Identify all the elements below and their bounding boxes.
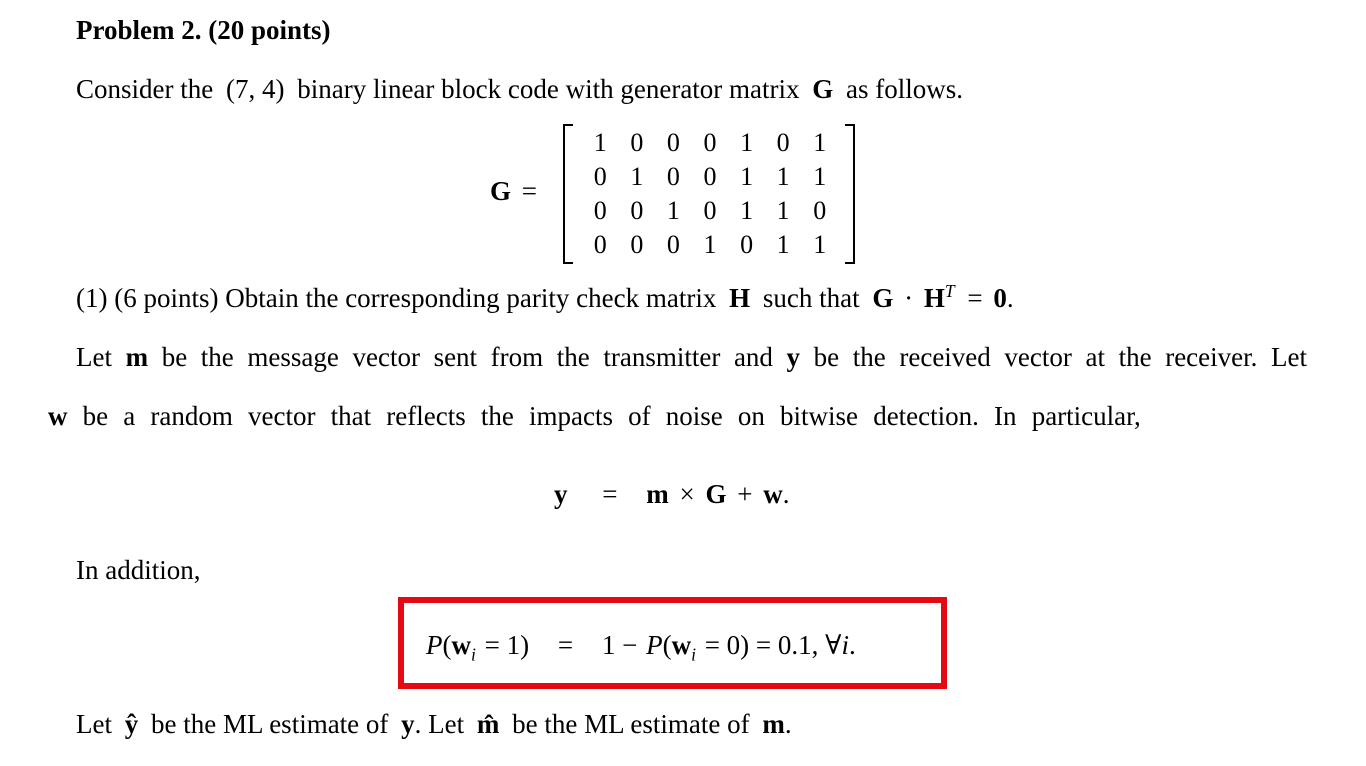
intro-tail: as follows. [846, 74, 964, 104]
word: vector [1004, 342, 1072, 372]
intro-G: G [812, 74, 834, 104]
intro-after: binary linear block code with generator matrix [297, 74, 800, 104]
word: sent [433, 342, 478, 372]
paragraph-line-1 [76, 344, 1307, 371]
word: vector [248, 401, 316, 431]
word: of [628, 401, 651, 431]
word: bitwise [780, 401, 859, 431]
intro-before: Consider the [76, 74, 214, 104]
matrix-cell: 0 [813, 196, 827, 225]
word: noise [665, 401, 723, 431]
equation-received: y = m × G + w. [554, 479, 790, 509]
matrix-cell: 0 [666, 230, 680, 259]
word: Let [76, 342, 112, 372]
word: the [852, 342, 886, 372]
word: particular, [1031, 401, 1141, 431]
matrix-cell: 1 [666, 196, 680, 225]
matrix-cell: 1 [776, 196, 790, 225]
word: random [150, 401, 233, 431]
matrix-cell: 0 [666, 128, 680, 157]
matrix-cell: 1 [776, 162, 790, 191]
matrix-cell: 1 [813, 230, 827, 259]
intro-sentence [76, 76, 963, 103]
matrix-cell: 0 [740, 230, 754, 259]
matrix-cell: 0 [666, 162, 680, 191]
matrix-cell: 1 [740, 128, 754, 157]
matrix-cell: 0 [703, 196, 717, 225]
matrix-cell: 0 [776, 128, 790, 157]
matrix-cell: 0 [593, 162, 607, 191]
word: on [737, 401, 765, 431]
matrix-cell: 0 [630, 230, 644, 259]
word: m [125, 342, 149, 372]
word: received [899, 342, 991, 372]
word: the [200, 342, 234, 372]
matrix-cell: 1 [776, 230, 790, 259]
matrix-cell: 0 [630, 128, 644, 157]
word: Let [1271, 342, 1307, 372]
problem-title: Problem 2. (20 points) [76, 15, 331, 45]
matrix-label: G = [490, 176, 537, 206]
matrix-cell: 0 [593, 196, 607, 225]
part1-question: (1) (6 points) Obtain the corresponding parity check matrix H such that $G \cdot H^T = 0$. [76, 281, 1014, 313]
word: message [247, 342, 339, 372]
word: In [994, 401, 1017, 431]
paragraph-line-2 [48, 403, 1141, 430]
matrix-cell: 0 [703, 128, 717, 157]
matrix-left-bracket [563, 124, 573, 264]
word: a [123, 401, 136, 431]
word: at [1085, 342, 1105, 372]
word: transmitter [603, 342, 721, 372]
matrix-cell: 1 [740, 162, 754, 191]
matrix-cell: 1 [630, 162, 644, 191]
word: be [161, 342, 188, 372]
word: the [480, 401, 514, 431]
intro-params: (7, 4) [225, 74, 285, 104]
matrix-cell: 1 [813, 128, 827, 157]
in-addition: In addition, [76, 555, 201, 585]
ml-estimate-sentence: Let ŷ be the ML estimate of y. Let m̂ be the ML estimate of m. [76, 709, 792, 739]
matrix-cell: 1 [593, 128, 607, 157]
matrix-cell: 0 [593, 230, 607, 259]
word: reflects [386, 401, 466, 431]
word: w [48, 401, 68, 431]
word: impacts [529, 401, 613, 431]
matrix-cell: 1 [813, 162, 827, 191]
word: and [733, 342, 773, 372]
word: the [556, 342, 590, 372]
matrix-cell: 1 [703, 230, 717, 259]
word: be [813, 342, 840, 372]
matrix-right-bracket [845, 124, 855, 264]
word: that [330, 401, 372, 431]
word: y [786, 342, 801, 372]
word: detection. [873, 401, 979, 431]
word: the [1118, 342, 1152, 372]
generator-matrix [582, 126, 838, 262]
matrix-cell: 0 [630, 196, 644, 225]
word: from [490, 342, 544, 372]
word: receiver. [1165, 342, 1258, 372]
word: vector [352, 342, 420, 372]
equation-noise-probability: $P(w_i = 1) = 1 - P(w_i = 0) = 0.1$, ∀i. [426, 630, 856, 665]
word: be [82, 401, 109, 431]
matrix-cell: 1 [740, 196, 754, 225]
matrix-cell: 0 [703, 162, 717, 191]
